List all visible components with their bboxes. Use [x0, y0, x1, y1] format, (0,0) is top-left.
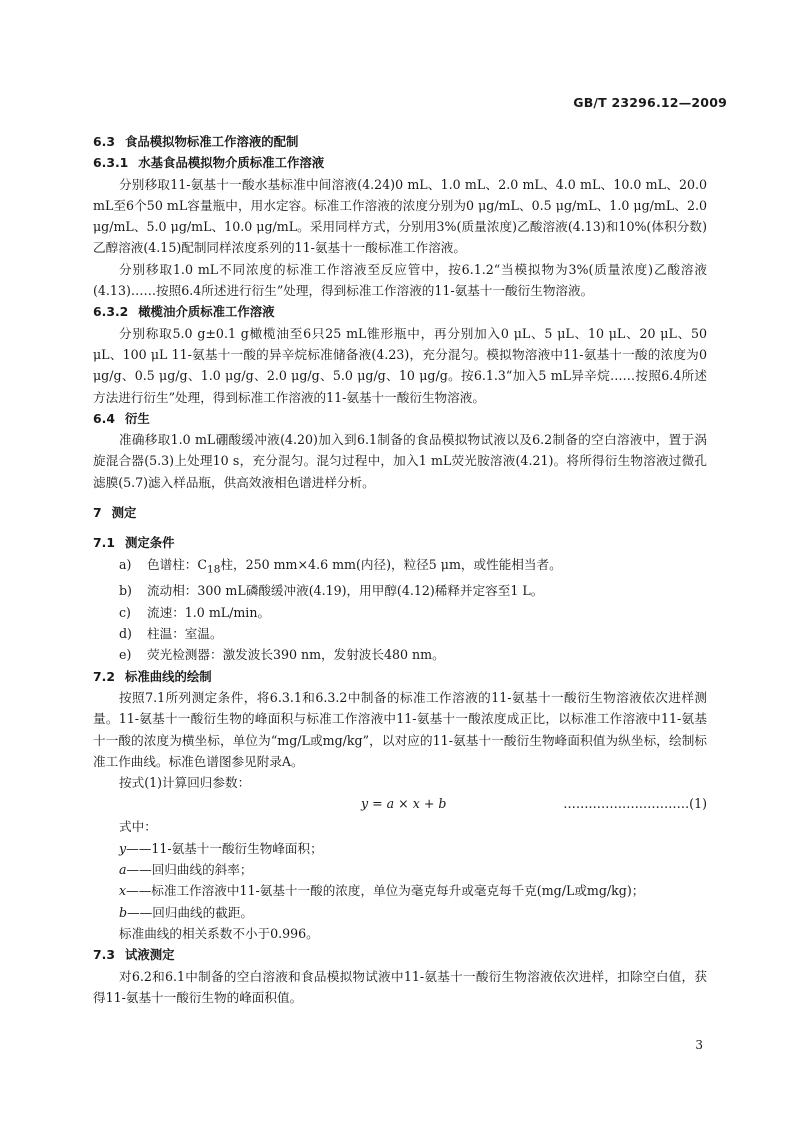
list-item: e) 荧光检测器：激发波长390 nm，发射波长480 nm。 — [119, 647, 445, 663]
paragraph: 对6.2和6.1中制备的空白溶液和食品模拟物试液中11-氨基十一酸衍生物溶液依次进样，扣除空白值，获得11-氨基十一酸衍生物的峰面积值。 — [93, 968, 707, 1005]
paragraph: 分别移取1.0 mL不同浓度的标准工作溶液至反应管中，按6.1.2“当模拟物为3%(质量浓度)乙酸溶液(4.13)……按照6.4所述进行衍生”处理，得到标准工作溶液的11-氨基十一酸衍生物溶液。 — [93, 261, 707, 299]
paragraph: 分别称取5.0 g±0.1 g橄榄油至6只25 mL锥形瓶中，再分别加入0 μL、5 μL、10 μL、20 μL、50 μL、100 μL 11-氨基十一酸的异辛烷标准储备液(4.23)，充分混匀。模拟物溶液中11-氨基十一酸的浓度为0 μg/g、0.5 μg/g、1.0 μg/g、2.0 μg/g、5.0 μg/g、10 μg/g。按6.1.3“加入5 mL异辛烷……按照6.4所述方法进行衍生”处理，得到标准工作溶液的11-氨基十一酸衍生物溶液。 — [93, 325, 707, 405]
formula-number: …………………………(1) — [563, 796, 707, 812]
paragraph: 准确移取1.0 mL硼酸缓冲液(4.20)加入到6.1制备的食品模拟物试液以及6.2制备的空白溶液中，置于涡旋混合器(5.3)上处理10 s，充分混匀。混匀过程中，加入1 mL荧光胺溶液(4.21)。将所得衍生物溶液过微孔滤膜(5.7)滤入样品瓶，供高效液相色谱进样分析。 — [93, 432, 707, 490]
where-label: 式中： — [119, 819, 157, 835]
heading-6-3: 6.3 食品模拟物标准工作溶液的配制 — [93, 134, 299, 149]
paragraph: 按式(1)计算回归参数： — [119, 775, 251, 791]
formula-line — [93, 793, 707, 816]
document-body — [93, 131, 707, 1008]
definition-y: y——11-氨基十一酸衍生物峰面积； — [119, 840, 323, 856]
list-item: d) 柱温：室温。 — [119, 626, 223, 642]
paragraph: 按照7.1所列测定条件，将6.3.1和6.3.2中制备的标准工作溶液的11-氨基十一酸衍生物溶液依次进样测量。11-氨基十一酸衍生物的峰面积与标准工作溶液中11-氨基十一酸浓度成正比，以标准工作溶液中11-氨基十一酸的浓度为横坐标，单位为“mg/L或mg/kg”，以对应的11-氨基十一酸衍生物峰面积值为纵坐标，绘制标准工作曲线。标准色谱图参见附录A。 — [93, 689, 707, 769]
paragraph: 标准曲线的相关系数不小于0.996。 — [119, 925, 319, 941]
list-item: b) 流动相：300 mL磷酸缓冲液(4.19)，用甲醇(4.12)稀释并定容至1 L。 — [119, 583, 544, 599]
heading-7-1: 7.1 测定条件 — [93, 535, 175, 551]
list-item: a) 色谱柱：$C_{18}$柱，250 mm×4.6 mm(内径)，粒径5 μm，或性能相当者。 — [119, 556, 562, 576]
paragraph: 分别移取11-氨基十一酸水基标准中间溶液(4.24)0 mL、1.0 mL、2.0 mL、4.0 mL、10.0 mL、20.0 mL至6个50 mL容量瓶中，用水定容。标准工作溶液的浓度分别为0 μg/mL、0.5 μg/mL、1.0 μg/mL、2.0 μg/mL、5.0 μg/mL、10.0 μg/mL。采用同样方式，分别用3%(质量浓度)乙酸溶液(4.13)和10%(体积分数)乙醇溶液(4.15)配制同样浓度系列的11-氨基十一酸标准工作溶液。 — [93, 176, 707, 256]
definition-a: a——回归曲线的斜率； — [119, 862, 253, 878]
regression-formula: y = a × x + b — [361, 796, 447, 812]
definition-x: x——标准工作溶液中11-氨基十一酸的浓度，单位为毫克每升或毫克每千克(mg/L或mg/kg)； — [119, 883, 645, 899]
list-item: c) 流速：1.0 mL/min。 — [119, 604, 271, 620]
heading-7: 7 测定 — [93, 505, 137, 521]
heading-6-4: 6.4 衍生 — [93, 410, 150, 426]
heading-7-3: 7.3 试液测定 — [93, 947, 175, 963]
page-number: 3 — [695, 1038, 703, 1052]
heading-6-3-2: 6.3.2 橄榄油介质标准工作溶液 — [93, 304, 275, 320]
heading-6-3-1: 6.3.1 水基食品模拟物介质标准工作溶液 — [93, 155, 325, 171]
heading-7-2: 7.2 标准曲线的绘制 — [93, 668, 212, 684]
standard-code: GB/T 23296.12—2009 — [573, 95, 727, 110]
definition-b: b——回归曲线的截距。 — [119, 904, 253, 920]
